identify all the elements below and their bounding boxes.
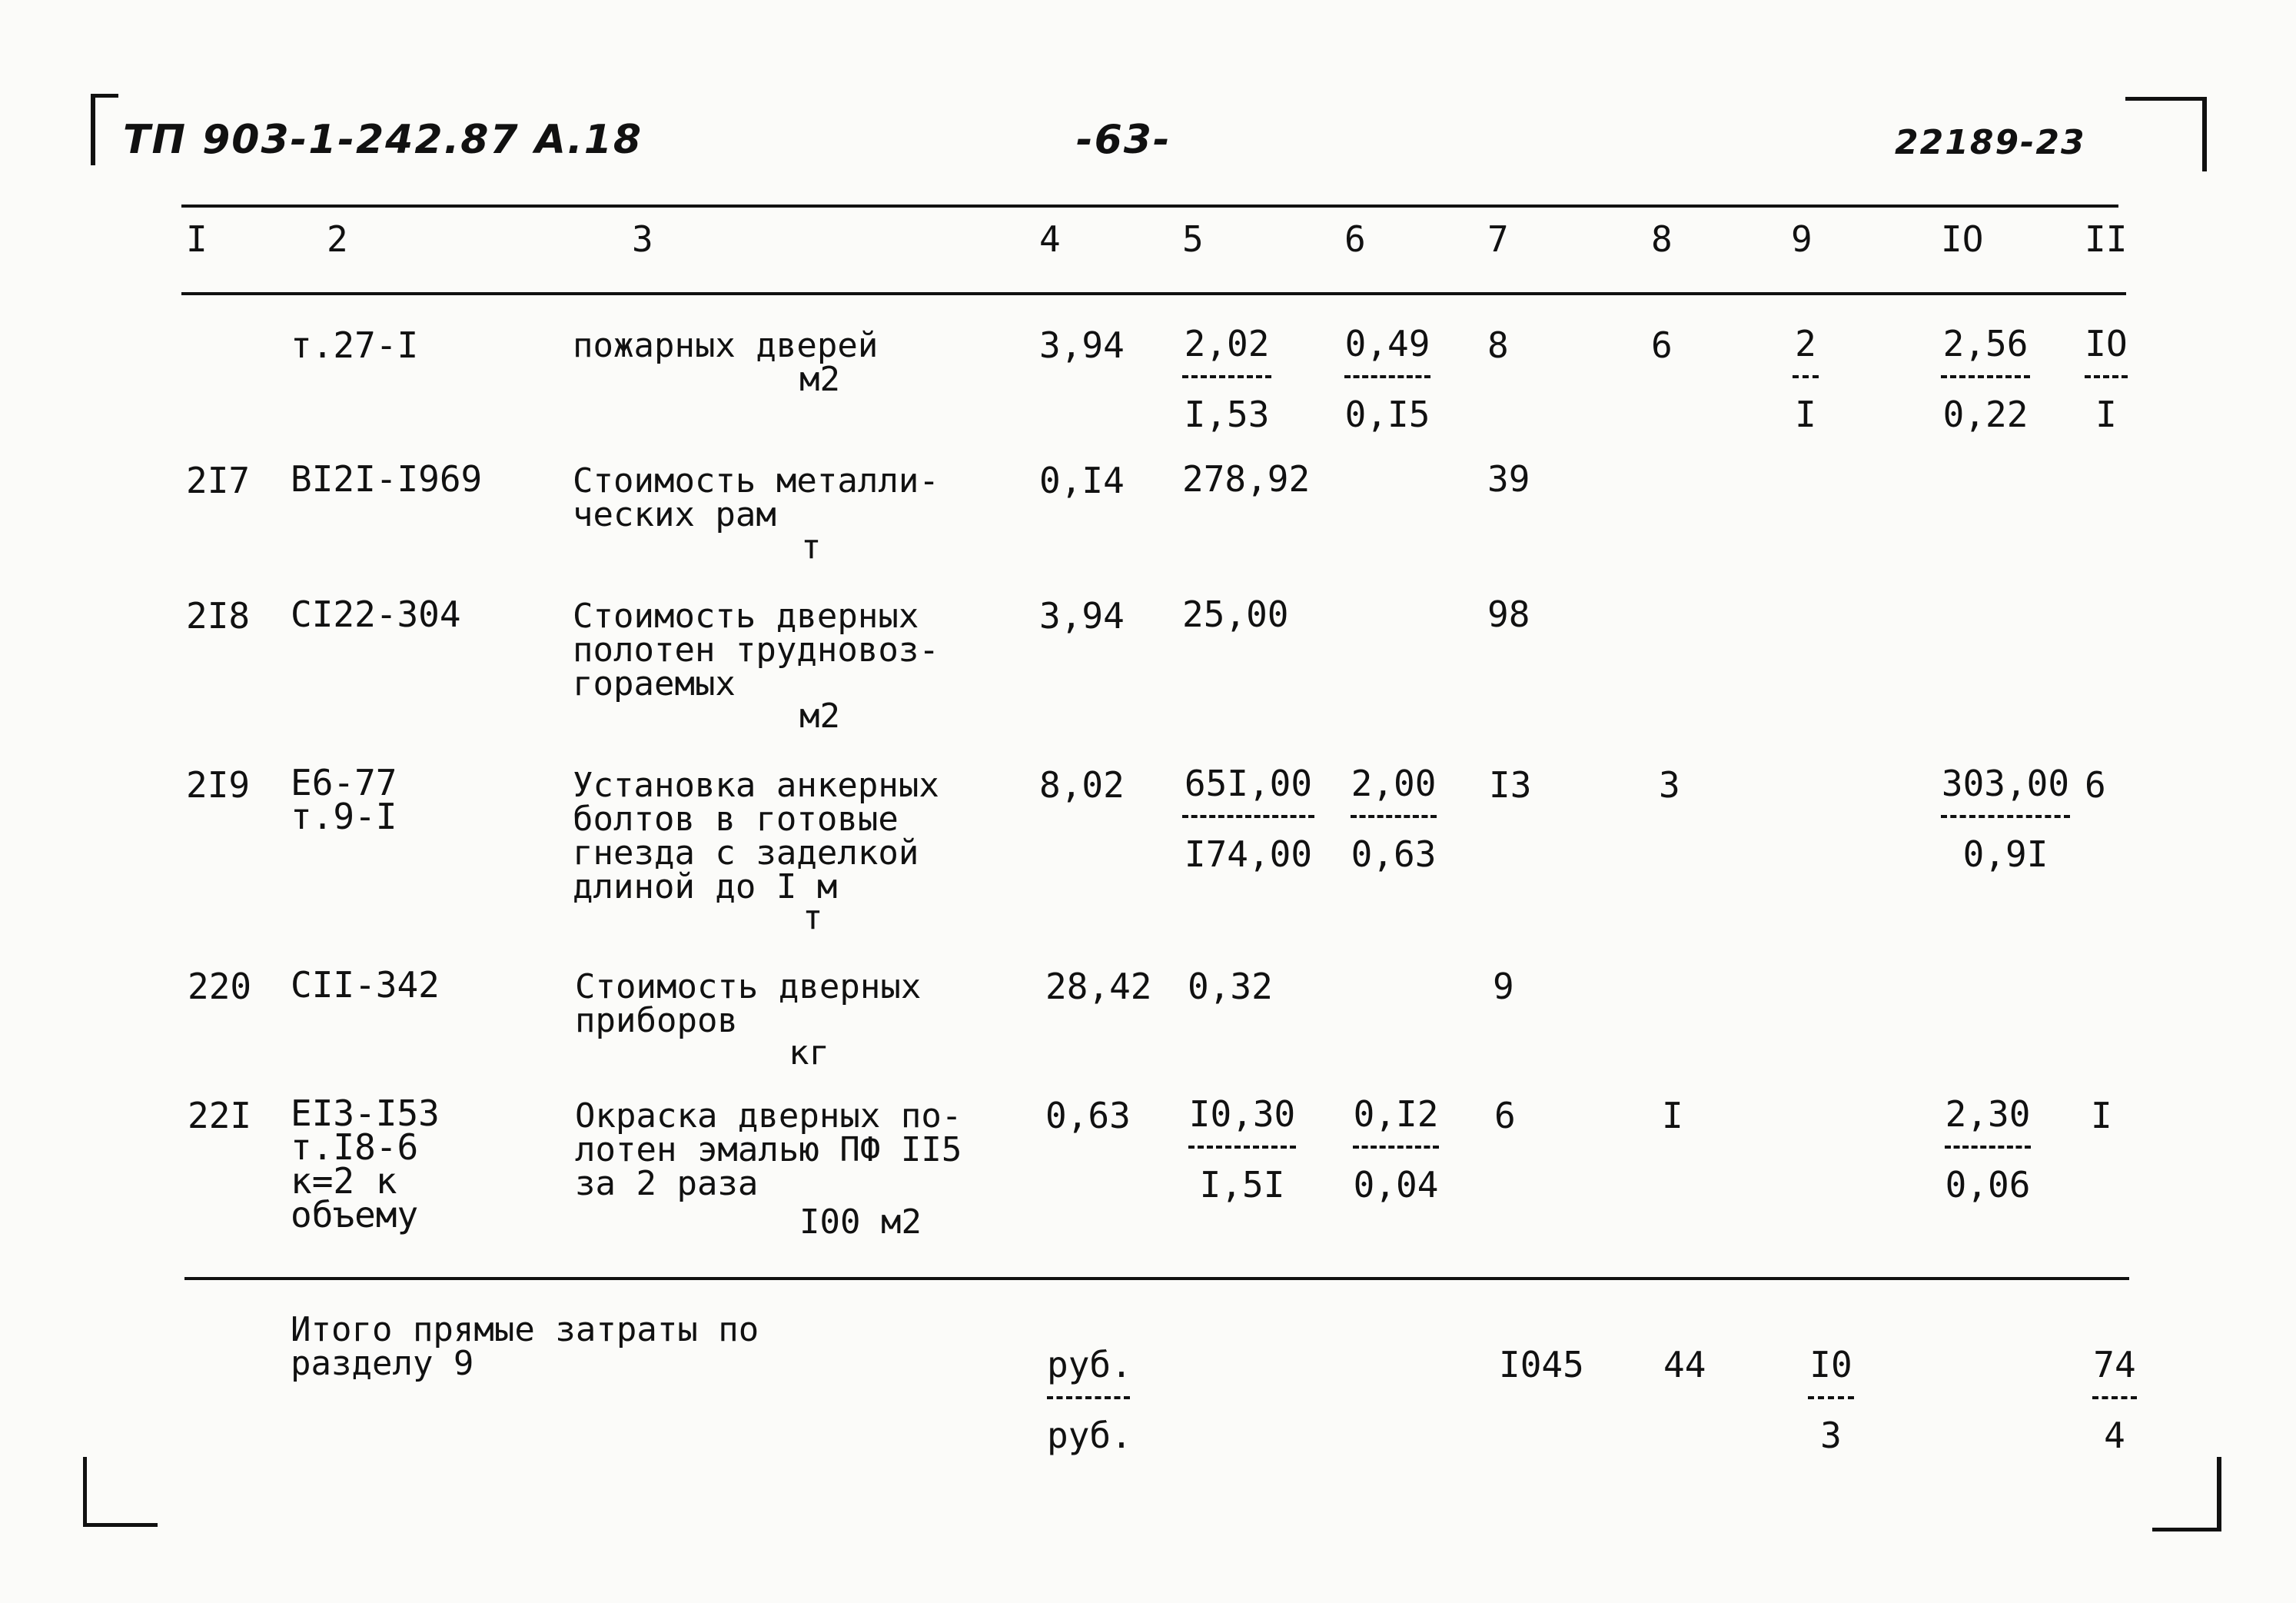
fraction-top: 2,30 [1945,1093,2031,1135]
col-header-4: 4 [1039,218,1061,260]
row-description: Стоимость дверных приборов [575,967,922,1040]
col-header-5: 5 [1182,218,1204,260]
row-unit: I00 м2 [799,1202,922,1242]
col-header-6: 6 [1344,218,1366,260]
fraction-bottom: I74,00 [1184,833,1313,875]
row-number: 2I7 [186,460,251,501]
row-col7: I3 [1489,764,1532,806]
row-col5-fraction [1182,323,1271,435]
col-header-10: IO [1941,218,1984,260]
fraction-bottom: I [1795,394,1816,435]
row-description: Стоимость дверных полотен трудновоз- гораемых [573,597,939,703]
col-header-3: 3 [632,218,653,260]
fraction-bottom: 3 [1820,1415,1842,1456]
row-col10-fraction [1941,763,2070,875]
row-col4: 3,94 [1039,324,1125,366]
row-col7: 6 [1494,1095,1516,1136]
fraction-top: 65I,00 [1184,763,1313,804]
row-col4: 0,I4 [1039,460,1125,501]
page-number: -63- [1076,117,1171,163]
fraction-bottom: 0,9I [1962,833,2048,875]
row-unit: кг [789,1033,829,1073]
row-code: EI3-I53 т.I8-6 к=2 к объему [291,1093,440,1236]
fraction-bottom: I,5I [1199,1164,1285,1206]
col-header-7: 7 [1487,218,1509,260]
row-unit: т [802,898,823,937]
fraction-bottom: руб. [1047,1415,1132,1456]
row-code: CII-342 [291,964,440,1006]
row-code: CI22-304 [291,594,461,635]
fraction-top: 2,02 [1184,323,1270,364]
fraction-top: I0,30 [1188,1093,1296,1135]
col-header-2: 2 [327,218,348,260]
fraction-top: 2,56 [1942,323,2029,364]
row-col9-fraction [1793,323,1819,435]
fraction-top: 0,49 [1344,323,1430,364]
row-col11: 6 [2085,764,2106,806]
col-header-1: I [186,218,208,260]
document-code: ТП 903-1-242.87 А.18 [123,117,643,163]
row-description: Установка анкерных болтов в готовые гнезда с заделкой длиной до I м [573,766,939,906]
row-description: пожарных дверей [573,326,879,365]
fraction-top: 2,00 [1351,763,1437,804]
total-col8: 44 [1663,1344,1706,1385]
row-unit: м2 [799,360,840,399]
table-top-rule [181,205,2118,208]
fraction-top: 0,I2 [1353,1093,1439,1135]
row-col4: 8,02 [1039,764,1125,806]
fraction-bottom: 0,63 [1351,833,1437,875]
fraction-top: I0 [1809,1344,1852,1385]
col-header-8: 8 [1651,218,1673,260]
fraction-bottom: 4 [2104,1415,2125,1456]
row-number: 2I9 [186,764,251,806]
col-header-9: 9 [1791,218,1813,260]
row-col7: 98 [1487,594,1530,635]
total-label: Итого прямые затраты по разделу 9 [291,1310,759,1383]
col-header-11: II [2085,218,2128,260]
row-col11: I [2091,1095,2112,1136]
row-col6-fraction [1351,763,1437,875]
row-description: Стоимость металли- ческих рам [573,461,939,534]
row-unit: т [801,527,822,567]
row-col5-fraction [1182,763,1314,875]
total-col7: I045 [1499,1344,1584,1385]
row-col8: 3 [1659,764,1680,806]
row-col5: 278,92 [1182,458,1311,500]
row-col7: 9 [1493,966,1514,1007]
row-col8: I [1662,1095,1683,1136]
row-col7: 8 [1487,324,1509,366]
row-col10-fraction [1941,323,2030,435]
document-number: 22189-23 [1895,123,2086,162]
total-unit-fraction [1047,1344,1132,1456]
fraction-bottom: I [2095,394,2117,435]
row-code: BI2I-I969 [291,458,483,500]
row-number: 2I8 [186,595,251,637]
row-col6-fraction [1344,323,1430,435]
row-col11-fraction [2085,323,2128,435]
row-col4: 0,63 [1045,1095,1131,1136]
frame-corner-top-left [91,94,118,165]
fraction-bottom: 0,I5 [1344,394,1430,435]
header-bottom-rule [181,292,2126,295]
row-col5-fraction [1188,1093,1296,1206]
fraction-top: IO [2085,323,2128,364]
row-col6-fraction [1353,1093,1439,1206]
total-col11-fraction [2092,1344,2137,1456]
frame-corner-bottom-right [2152,1457,2221,1531]
fraction-bottom: I,53 [1184,394,1270,435]
total-col9-fraction [1808,1344,1854,1456]
row-code: т.27-I [291,324,419,366]
row-col7: 39 [1487,458,1530,500]
fraction-top: 74 [2093,1344,2136,1385]
fraction-bottom: 0,22 [1942,394,2029,435]
row-col5: 0,32 [1188,966,1273,1007]
row-col4: 3,94 [1039,595,1125,637]
frame-corner-top-right [2125,97,2207,171]
fraction-top: руб. [1047,1344,1132,1385]
row-unit: м2 [799,697,840,736]
row-code: E6-77 т.9-I [291,762,397,837]
fraction-bottom: 0,04 [1353,1164,1439,1206]
row-col5: 25,00 [1182,594,1289,635]
frame-corner-bottom-left [83,1457,158,1527]
row-description: Окраска дверных по- лотен эмалью ПФ II5 за 2 раза [575,1096,962,1203]
row-col10-fraction [1945,1093,2031,1206]
row-col8: 6 [1651,324,1673,366]
fraction-top: 2 [1795,323,1816,364]
row-number: 220 [188,966,252,1007]
total-separator-rule [184,1277,2129,1280]
fraction-top: 303,00 [1941,763,2070,804]
row-number: 22I [188,1095,252,1136]
fraction-bottom: 0,06 [1945,1164,2031,1206]
row-col4: 28,42 [1045,966,1152,1007]
